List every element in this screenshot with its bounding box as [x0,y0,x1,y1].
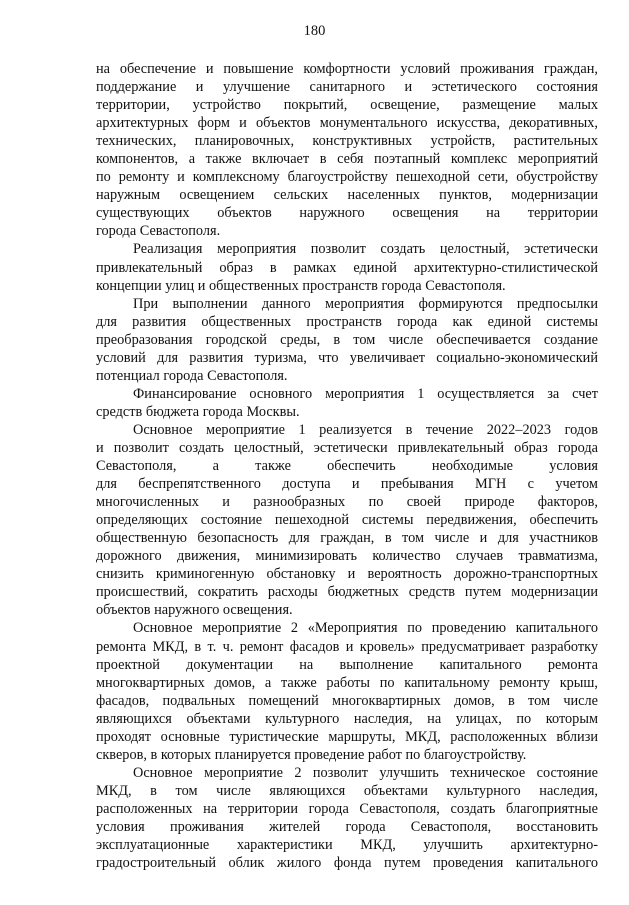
text-line: проходят основные туристические маршруты, МКД, расположенных вблизи [96,728,598,745]
text-line: проектной документации на выполнение капитального ремонта [96,656,598,673]
text-line: архитектурных форм и объектов монументального искусства, декоративных, [96,115,598,132]
text-line: многоквартирных домов, а также работы по капитальному ремонту крыш, [96,674,598,691]
text-line: существующих объектов наружного освещения на территории [96,205,598,222]
text-line: градостроительный облик жилого фонда путем проведения капитального [96,855,598,872]
text-line: поддержание и улучшение санитарного и эстетического состояния [96,79,598,96]
page-number: 180 [303,23,326,39]
text-line: Основное мероприятие 2 позволит улучшить техническое состояние [133,764,598,781]
text-line: и позволит создать целостный, эстетически привлекательный образ города [96,439,598,456]
text-line: технических, планировочных, конструктивных устройств, растительных [96,133,598,150]
text-line: концепции улиц и общественных пространств города Севастополя. [96,277,506,294]
text-line: Основное мероприятие 1 реализуется в течение 2022–2023 годов [133,421,598,438]
paragraph [96,385,598,421]
text-line: потенциал города Севастополя. [96,367,288,384]
text-line: являющихся объектами культурного наследия, на улицах, по которым [96,710,598,727]
text-line: условий для развития туризма, что увеличивает социально-экономический [96,349,598,366]
text-line: Реализация мероприятия позволит создать целостный, эстетически [133,241,598,258]
text-line: города Севастополя. [96,223,221,240]
text-line: скверов, в которых планируется проведение работ по благоустройству. [96,746,527,763]
text-line: для развития общественных пространств города как единой системы [96,313,598,330]
text-line: объектов наружного освещения. [96,602,293,619]
text-line: привлекательный образ в рамках единой архитектурно-стилистической [96,259,598,276]
text-line: территории, устройство покрытий, освещение, размещение малых [96,97,598,114]
text-line: по ремонту и комплексному благоустройству пешеходной сети, обустройству [96,169,598,186]
text-line: расположенных на территории города Севастополя, создать благоприятные [96,800,598,817]
text-line: эксплуатационные характеристики МКД, улучшить архитектурно- [96,837,598,854]
paragraph [96,421,598,620]
text-line: преобразования городской среды, в том числе обеспечивается создание [96,331,598,348]
paragraph [96,240,598,294]
text-line: многочисленных и разнообразных по своей природе факторов, [96,494,598,511]
text-line: компонентов, а также включает в себя поэтапный комплекс мероприятий [96,151,598,168]
text-line: Финансирование основного мероприятия 1 осуществляется за счет [133,385,598,402]
text-line: МКД, в том числе являющихся объектами культурного наследия, [96,782,598,799]
text-line: на обеспечение и повышение комфортности условий проживания граждан, [96,61,598,77]
text-line: дорожного движения, минимизировать количество случаев травматизма, [96,548,598,565]
text-line: снизить криминогенную обстановку и вероятность дорожно-транспортных [96,566,598,583]
text-line: условия проживания жителей города Севастополя, восстановить [96,818,598,835]
text-line: происшествий, сократить расходы бюджетных средств путем модернизации [96,584,598,601]
paragraph [96,295,598,385]
paragraph [96,619,598,763]
text-line: Севастополя, а также обеспечить необходимые условия [96,458,598,475]
text-line: Основное мероприятие 2 «Мероприятия по проведению капитального [133,620,598,637]
text-line: общественную безопасность для граждан, в том числе и для участников [96,530,598,547]
text-line: наружным освещением сельских населенных пунктов, модернизации [96,187,598,204]
paragraph [96,764,598,872]
text-line: для беспрепятственного доступа и пребывания МГН с учетом [96,476,598,493]
document-body [96,60,598,872]
text-line: фасадов, подвальных помещений многоквартирных домов, в том числе [96,692,598,709]
text-line: При выполнении данного мероприятия формируются предпосылки [133,295,598,312]
paragraph [96,60,598,240]
text-line: определяющих состояние пешеходной системы передвижения, обеспечить [96,512,598,529]
text-line: ремонта МКД, в т. ч. ремонт фасадов и кровель» предусматривает разработку [96,638,598,655]
text-line: средств бюджета города Москвы. [96,403,300,420]
